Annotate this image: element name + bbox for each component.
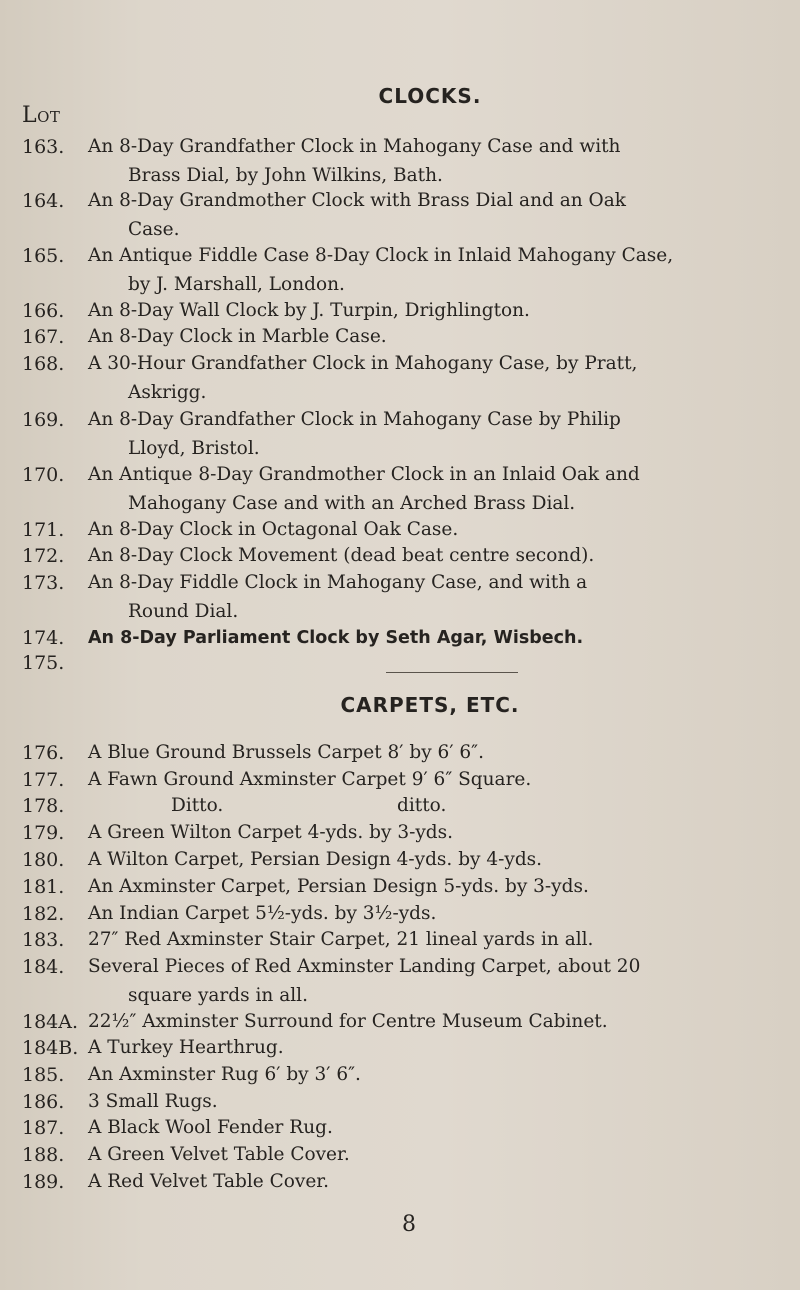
lot-number: 184. <box>22 956 65 978</box>
lot-description: A 30-Hour Grandfather Clock in Mahogany Case, by Pratt, <box>88 353 638 374</box>
lot-number: 187. <box>22 1117 65 1139</box>
lot-number: 185. <box>22 1064 65 1086</box>
lot-description-cont: Askrigg. <box>128 382 207 403</box>
lot-number: 170. <box>22 464 65 486</box>
lot-description: An 8-Day Grandmother Clock with Brass Dial and an Oak <box>88 190 626 211</box>
lot-number: 174. <box>22 627 65 649</box>
lot-description: A Red Velvet Table Cover. <box>88 1171 329 1192</box>
lot-number: 186. <box>22 1091 65 1113</box>
lot-description: A Green Wilton Carpet 4-yds. by 3-yds. <box>88 822 454 843</box>
lot-number: 175. <box>22 652 65 674</box>
lot-description: An 8-Day Clock Movement (dead beat centre second). <box>88 545 595 566</box>
ditto-mark: ditto. <box>397 795 447 816</box>
lot-description-cont: Lloyd, Bristol. <box>128 438 260 459</box>
lot-description: A Wilton Carpet, Persian Design 4-yds. by 4-yds. <box>88 849 543 870</box>
lot-number: 172. <box>22 545 65 567</box>
lot-description: A Blue Ground Brussels Carpet 8′ by 6′ 6″. <box>88 742 484 763</box>
lot-number: 178. <box>22 795 65 817</box>
carpets-heading: CARPETS, ETC. <box>340 693 520 717</box>
lot-number: 183. <box>22 929 65 951</box>
clocks-heading: CLOCKS. <box>378 84 482 108</box>
lot-description: A Fawn Ground Axminster Carpet 9′ 6″ Square. <box>88 769 532 790</box>
lot-number: 179. <box>22 822 65 844</box>
section-divider <box>386 672 518 673</box>
lot-number: 164. <box>22 190 65 212</box>
lot-description: 27″ Red Axminster Stair Carpet, 21 lineal yards in all. <box>88 929 594 950</box>
lot-number: 166. <box>22 300 65 322</box>
lot-description: Several Pieces of Red Axminster Landing Carpet, about 20 <box>88 956 641 977</box>
lot-description: 3 Small Rugs. <box>88 1091 218 1112</box>
lot-description-cont: Round Dial. <box>128 601 239 622</box>
lot-description: An Axminster Rug 6′ by 3′ 6″. <box>88 1064 361 1085</box>
lot-description-cont: Case. <box>128 219 180 240</box>
lot-number: 184A. <box>22 1011 79 1033</box>
lot-description-cont: by J. Marshall, London. <box>128 274 345 295</box>
lot-description: An 8-Day Grandfather Clock in Mahogany Case by Philip <box>88 409 621 430</box>
lot-description: An Indian Carpet 5½-yds. by 3½-yds. <box>88 903 437 924</box>
lot-description: A Turkey Hearthrug. <box>88 1037 284 1058</box>
lot-description: An 8-Day Clock in Marble Case. <box>88 326 387 347</box>
lot-number: 189. <box>22 1171 65 1193</box>
lot-description: An 8-Day Wall Clock by J. Turpin, Drighlington. <box>88 300 530 321</box>
lot-description: A Green Velvet Table Cover. <box>88 1144 350 1165</box>
lot-description: A Black Wool Fender Rug. <box>88 1117 333 1138</box>
lot-number: 182. <box>22 903 65 925</box>
lot-number: 177. <box>22 769 65 791</box>
lot-description: An 8-Day Grandfather Clock in Mahogany Case and with <box>88 136 621 157</box>
page-number: 8 <box>402 1212 416 1237</box>
lot-number: 171. <box>22 519 65 541</box>
lot-description: An Axminster Carpet, Persian Design 5-yds. by 3-yds. <box>88 876 589 897</box>
lot-column-label: Lot <box>22 103 61 128</box>
ditto-label: Ditto. <box>171 795 224 816</box>
lot-description: An 8-Day Clock in Octagonal Oak Case. <box>88 519 459 540</box>
lot-number: 181. <box>22 876 65 898</box>
lot-number: 165. <box>22 245 65 267</box>
lot-description-cont: Brass Dial, by John Wilkins, Bath. <box>128 165 443 186</box>
lot-description: 22½″ Axminster Surround for Centre Museum Cabinet. <box>88 1011 608 1032</box>
lot-description: An Antique Fiddle Case 8-Day Clock in Inlaid Mahogany Case, <box>88 245 674 266</box>
lot-number: 168. <box>22 353 65 375</box>
lot-description-cont: Mahogany Case and with an Arched Brass Dial. <box>128 493 576 514</box>
lot-number: 167. <box>22 326 65 348</box>
lot-number: 184B. <box>22 1037 79 1059</box>
lot-number: 176. <box>22 742 65 764</box>
lot-number: 173. <box>22 572 65 594</box>
lot-description-cont: square yards in all. <box>128 985 308 1006</box>
lot-number: 188. <box>22 1144 65 1166</box>
lot-description: An Antique 8-Day Grandmother Clock in an Inlaid Oak and <box>88 464 640 485</box>
lot-number: 180. <box>22 849 65 871</box>
lot-number: 163. <box>22 136 65 158</box>
lot-description: An 8-Day Fiddle Clock in Mahogany Case, and with a <box>88 572 588 593</box>
lot-description: An 8-Day Parliament Clock by Seth Agar, Wisbech. <box>88 628 584 648</box>
lot-number: 169. <box>22 409 65 431</box>
